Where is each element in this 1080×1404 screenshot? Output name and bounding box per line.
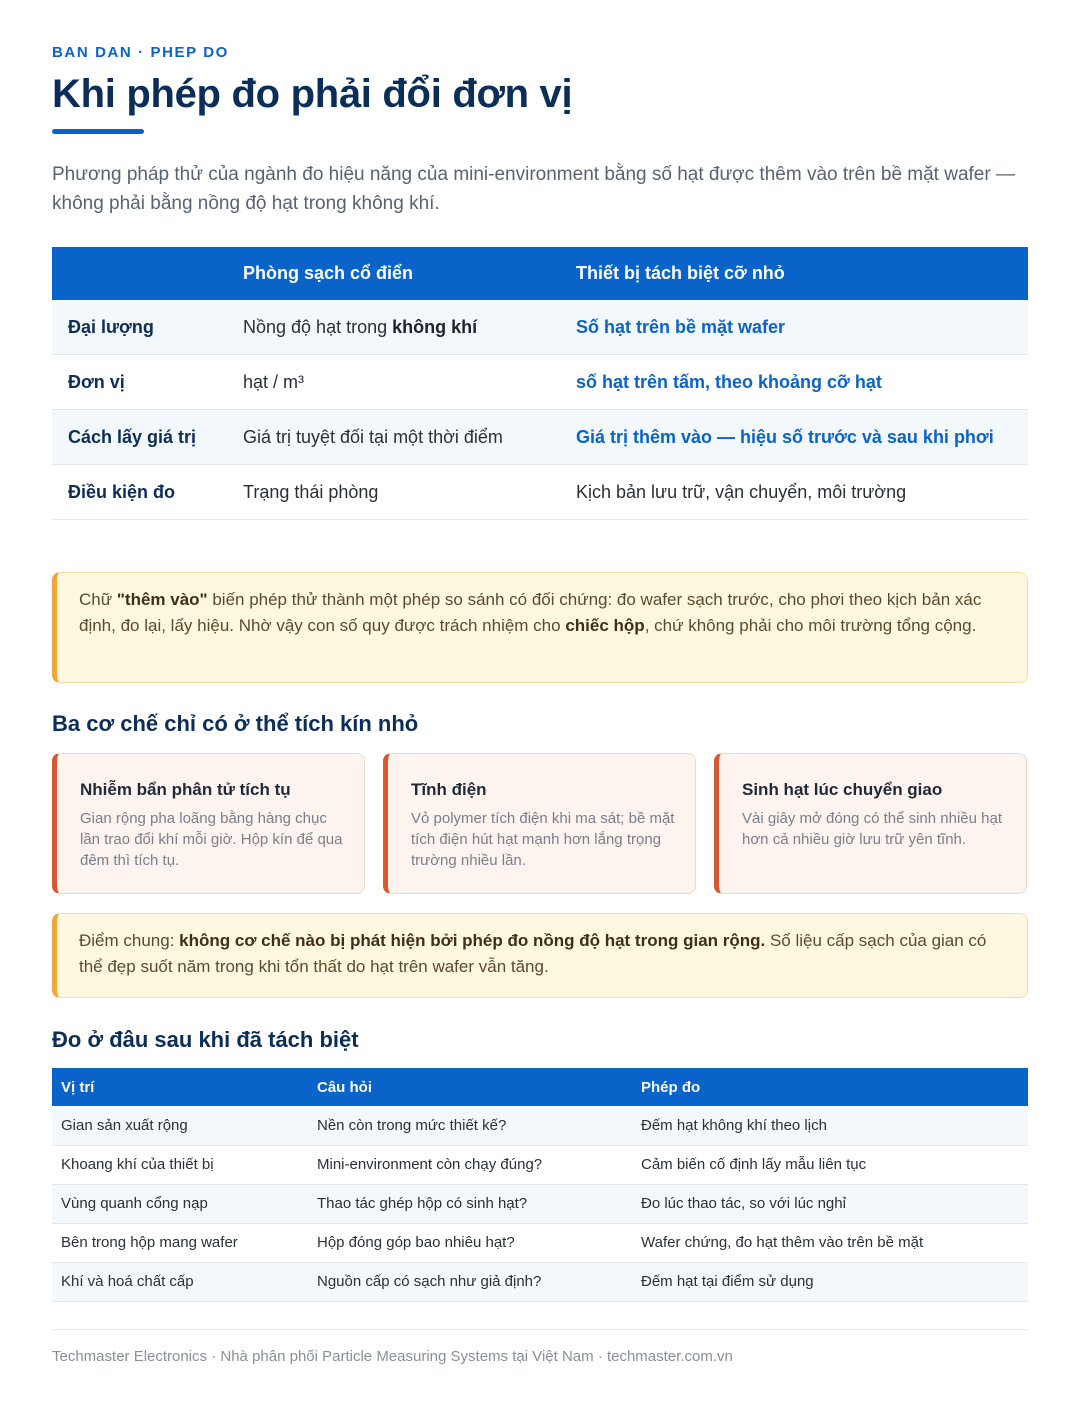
- common-point-note: [52, 913, 1028, 998]
- mechanism-card-transfer: [714, 753, 1027, 894]
- table-row: [52, 410, 1028, 465]
- row-label: Cách lấy giá trị: [52, 410, 227, 465]
- table-row: [52, 1145, 1028, 1184]
- measurement-cell: Đếm hạt tại điểm sử dụng: [632, 1262, 1028, 1301]
- mini-value: Kịch bản lưu trữ, vận chuyển, môi trường: [560, 465, 1028, 520]
- note-bold: không cơ chế nào bị phát hiện bởi phép đo nồng độ hạt trong gian rộng.: [179, 931, 766, 950]
- location-cell: Bên trong hộp mang wafer: [52, 1223, 308, 1262]
- locations-header-location: Vị trí: [52, 1068, 308, 1106]
- locations-header-measurement: Phép đo: [632, 1068, 1028, 1106]
- comparison-header-empty: [52, 247, 227, 300]
- table-row: [52, 1184, 1028, 1223]
- table-row: [52, 355, 1028, 410]
- question-cell: Hộp đóng góp bao nhiêu hạt?: [308, 1223, 632, 1262]
- intro-paragraph: Phương pháp thử của ngành đo hiệu năng của mini-environment bằng số hạt được thêm vào trên bề mặt wafer — không phải bằng nồng độ hạt trong không khí.: [52, 164, 1015, 214]
- card-title: Sinh hạt lúc chuyển giao: [742, 780, 943, 799]
- footer-divider: [52, 1329, 1028, 1330]
- location-cell: Khoang khí của thiết bị: [52, 1145, 308, 1184]
- question-cell: Mini-environment còn chạy đúng?: [308, 1145, 632, 1184]
- question-cell: Thao tác ghép hộp có sinh hạt?: [308, 1184, 632, 1223]
- mechanism-card-static: [383, 753, 696, 894]
- measurement-cell: Đo lúc thao tác, so với lúc nghỉ: [632, 1184, 1028, 1223]
- card-body: Vài giây mở đóng có thể sinh nhiều hạt hơn cả nhiều giờ lưu trữ yên tĩnh.: [742, 810, 1003, 848]
- added-value-note: [52, 572, 1028, 683]
- question-cell: Nền còn trong mức thiết kế?: [308, 1106, 632, 1145]
- note-text: biến phép thử thành một phép so sánh có đối chứng: đo wafer sạch trước, cho phơi theo kịch bản xác định, đo lại, lấy hiệu. Nhờ vậy con số quy được trách nhiệm cho: [79, 590, 982, 635]
- locations-heading: Đo ở đâu sau khi đã tách biệt: [52, 1027, 359, 1052]
- table-row: [52, 465, 1028, 520]
- table-row: [52, 1223, 1028, 1262]
- row-label: Đại lượng: [52, 300, 227, 355]
- page-title: Khi phép đo phải đổi đơn vị: [52, 72, 573, 116]
- location-cell: Vùng quanh cổng nạp: [52, 1184, 308, 1223]
- measurement-cell: Đếm hạt không khí theo lịch: [632, 1106, 1028, 1145]
- classic-value: hạt / m³: [227, 355, 560, 410]
- comparison-header-mini: Thiết bị tách biệt cỡ nhỏ: [560, 247, 1028, 300]
- note-bold: "thêm vào": [116, 590, 208, 609]
- title-underline: [52, 129, 144, 134]
- measurement-cell: Cảm biến cố định lấy mẫu liên tục: [632, 1145, 1028, 1184]
- locations-header-row: [52, 1068, 1028, 1106]
- measurement-cell: Wafer chứng, đo hạt thêm vào trên bề mặt: [632, 1223, 1028, 1262]
- comparison-header-row: [52, 247, 1028, 300]
- note-text: , chứ không phải cho môi trường tổng cộng.: [644, 616, 977, 635]
- classic-value: Trạng thái phòng: [227, 465, 560, 520]
- location-cell: Gian sản xuất rộng: [52, 1106, 308, 1145]
- classic-value: [227, 300, 560, 355]
- note-text: Số liệu cấp sạch của gian có thể đẹp suốt năm trong khi tổn thất do hạt trên wafer vẫn tăng.: [79, 931, 987, 976]
- row-label: Đơn vị: [52, 355, 227, 410]
- table-row: [52, 300, 1028, 355]
- mechanisms-heading: Ba cơ chế chỉ có ở thể tích kín nhỏ: [52, 711, 419, 736]
- eyebrow: BAN DAN · PHEP DO: [52, 44, 229, 61]
- locations-header-question: Câu hỏi: [308, 1068, 632, 1106]
- card-title: Nhiễm bẩn phân tử tích tụ: [80, 780, 291, 799]
- location-cell: Khí và hoá chất cấp: [52, 1262, 308, 1301]
- footer-text: Techmaster Electronics · Nhà phân phối Particle Measuring Systems tại Việt Nam · techmaster.com.vn: [52, 1348, 733, 1365]
- note-text: Điểm chung:: [79, 931, 180, 950]
- comparison-header-classic: Phòng sạch cổ điển: [227, 247, 560, 300]
- card-title: Tĩnh điện: [411, 780, 487, 799]
- note-bold: chiếc hộp: [565, 616, 645, 635]
- table-row: [52, 1262, 1028, 1301]
- card-body: Vỏ polymer tích điện khi ma sát; bề mặt tích điện hút hạt mạnh hơn lắng trọng trường nhiều lần.: [411, 810, 675, 869]
- classic-value-text: Nồng độ hạt trong: [243, 317, 393, 337]
- mechanism-card-molecular: [52, 753, 365, 894]
- question-cell: Nguồn cấp có sạch như giả định?: [308, 1262, 632, 1301]
- locations-table: [52, 1068, 1028, 1302]
- mini-value: Giá trị thêm vào — hiệu số trước và sau khi phơi: [560, 410, 1028, 465]
- classic-value-bold: không khí: [392, 317, 478, 337]
- table-row: [52, 1106, 1028, 1145]
- comparison-table: [52, 247, 1028, 520]
- classic-value: Giá trị tuyệt đối tại một thời điểm: [227, 410, 560, 465]
- mini-value: Số hạt trên bề mặt wafer: [560, 300, 1028, 355]
- note-text: Chữ: [79, 590, 117, 609]
- card-body: Gian rộng pha loãng bằng hàng chục lần trao đổi khí mỗi giờ. Hộp kín để qua đêm thì tích tụ.: [80, 810, 343, 869]
- mini-value: số hạt trên tấm, theo khoảng cỡ hạt: [560, 355, 1028, 410]
- row-label: Điều kiện đo: [52, 465, 227, 520]
